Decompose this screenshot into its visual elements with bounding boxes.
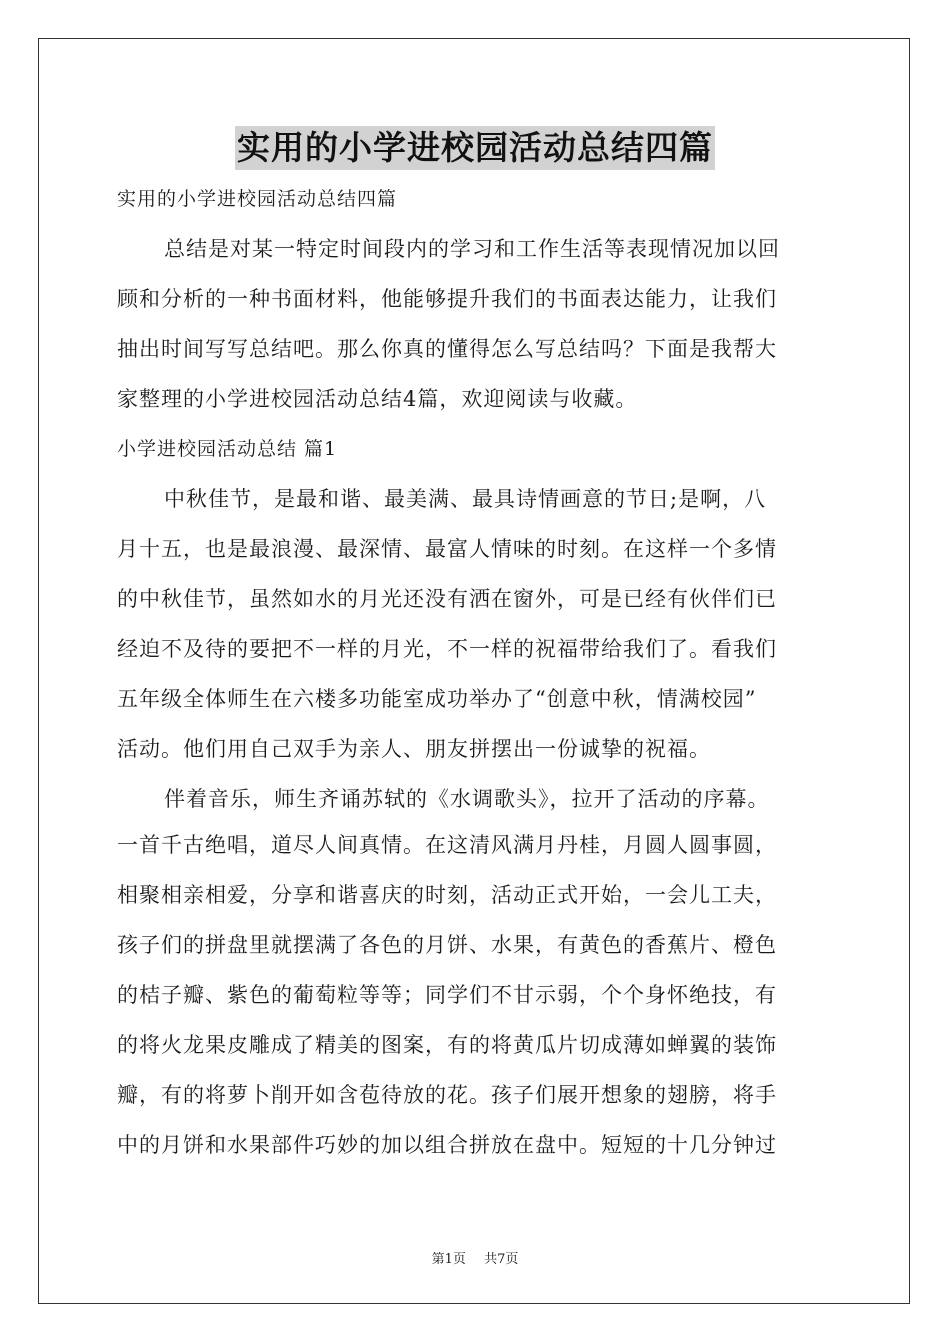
page-total: 共7页 (484, 1252, 519, 1267)
text-line: 家整理的小学进校园活动总结4篇，欢迎阅读与收藏。 (117, 387, 638, 411)
text-line: 中秋佳节，是最和谐、最美满、最具诗情画意的节日;是啊，八 (164, 487, 767, 511)
text-line: 中的月饼和水果部件巧妙的加以组合拼放在盘中。短短的十几分钟过 (117, 1133, 777, 1157)
text-line: 抽出时间写写总结吧。那么你真的懂得怎么写总结吗？下面是我帮大 (117, 337, 777, 361)
text-line: 瓣，有的将萝卜削开如含苞待放的花。孩子们展开想象的翅膀，将手 (117, 1083, 777, 1107)
text-line: 一首千古绝唱，道尽人间真情。在这清风满月丹桂，月圆人圆事圆， (117, 833, 777, 857)
section-heading: 小学进校园活动总结 篇1 (117, 438, 338, 460)
text-line: 的桔子瓣、紫色的葡萄粒等等；同学们不甘示弱，个个身怀绝技，有 (117, 983, 777, 1007)
subtitle-line: 实用的小学进校园活动总结四篇 (117, 188, 398, 210)
text-line: 顾和分析的一种书面材料，他能够提升我们的书面表达能力，让我们 (117, 287, 777, 311)
text-line: 五年级全体师生在六楼多功能室成功举办了“创意中秋，情满校园” (117, 687, 757, 711)
text-line: 的将火龙果皮雕成了精美的图案，有的将黄瓜片切成薄如蝉翼的装饰 (117, 1033, 777, 1057)
text-line: 月十五，也是最浪漫、最深情、最富人情味的时刻。在这样一个多情 (117, 537, 777, 561)
text-line: 的中秋佳节，虽然如水的月光还没有洒在窗外，可是已经有伙伴们已 (117, 587, 777, 611)
document-title: 实用的小学进校园活动总结四篇 (235, 126, 715, 170)
page-border (38, 38, 910, 1304)
text-line: 活动。他们用自己双手为亲人、朋友拼摆出一份诚挚的祝福。 (117, 737, 711, 761)
text-line: 相聚相亲相爱，分享和谐喜庆的时刻，活动正式开始，一会儿工夫， (117, 883, 777, 907)
page-number: 第1页 (431, 1252, 466, 1267)
text-line: 孩子们的拼盘里就摆满了各色的月饼、水果，有黄色的香蕉片、橙色 (117, 933, 777, 957)
text-line: 伴着音乐，师生齐诵苏轼的《水调歌头》，拉开了活动的序幕。 (164, 787, 770, 811)
text-line: 总结是对某一特定时间段内的学习和工作生活等表现情况加以回 (164, 237, 780, 261)
title-wrap (0, 126, 950, 170)
text-line: 经迫不及待的要把不一样的月光，不一样的祝福带给我们了。看我们 (117, 637, 777, 661)
page-footer (0, 1248, 950, 1267)
